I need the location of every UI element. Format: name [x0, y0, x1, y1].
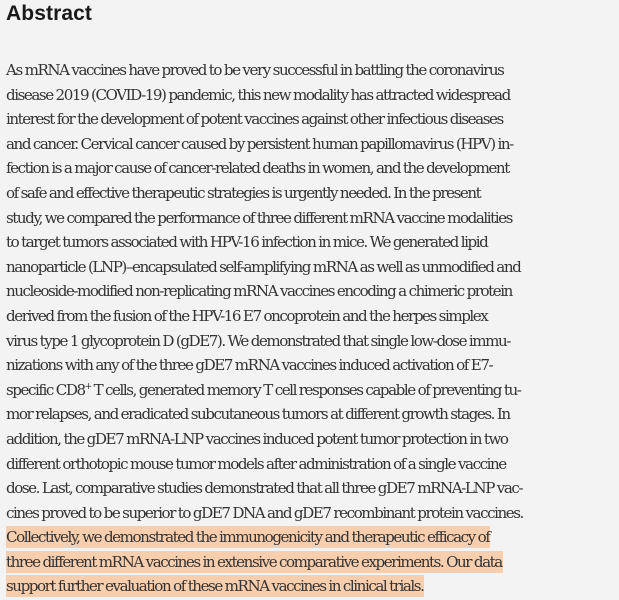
abstract-line: As mRNA vaccines have proved to be very successful in battling the coronavirus: [6, 61, 504, 79]
abstract-line: derived from the fusion of the HPV-16 E7 oncoprotein and the herpes simplex: [6, 306, 488, 325]
abstract-body: [6, 58, 618, 599]
abstract-line: dose. Last, comparative studies demonstrated that all three gDE7 mRNA-LNP vac-: [6, 479, 523, 498]
highlighted-text[interactable]: support further evaluation of these mRNA vaccines in clinical trials.: [6, 577, 424, 596]
highlighted-line[interactable]: [6, 525, 618, 550]
highlighted-line[interactable]: [6, 550, 618, 575]
abstract-line: nizations with any of the three gDE7 mRNA vaccines induced activation of E7-: [6, 356, 493, 375]
abstract-line: addition, the gDE7 mRNA-LNP vaccines induced potent tumor protection in two: [6, 429, 508, 448]
abstract-line: virus type 1 glycoprotein D (gDE7). We demonstrated that single low-dose immu-: [6, 331, 510, 350]
cd8-text: specific CD8: [6, 380, 85, 399]
cd8-text-rest: T cells, generated memory T cell responses capable of preventing tu-: [90, 380, 521, 399]
abstract-heading: Abstract: [6, 2, 92, 25]
abstract-line: interest for the development of potent vaccines against other infectious diseases: [6, 110, 503, 129]
abstract-line: mor relapses, and eradicated subcutaneous tumors at different growth stages. In: [6, 405, 510, 424]
abstract-line: disease 2019 (COVID-19) pandemic, this new modality has attracted widespread: [6, 85, 510, 104]
highlighted-text[interactable]: Collectively, we demonstrated the immunogenicity and therapeutic efficacy of: [6, 528, 490, 547]
abstract-line: cines proved to be superior to gDE7 DNA and gDE7 recombinant protein vaccines.: [6, 503, 523, 522]
abstract-line: nanoparticle (LNP)–encapsulated self-amplifying mRNA as well as unmodified and: [6, 257, 521, 276]
abstract-line: of safe and effective therapeutic strategies is urgently needed. In the present: [6, 183, 481, 202]
abstract-line: nucleoside-modified non-replicating mRNA vaccines encoding a chimeric protein: [6, 282, 512, 301]
abstract-line: fection is a major cause of cancer-related deaths in women, and the development: [6, 159, 509, 178]
cd8-superscript: +: [84, 381, 91, 392]
abstract-line: study, we compared the performance of three different mRNA vaccine modalities: [6, 208, 512, 227]
abstract-line: different orthotopic mouse tumor models after administration of a single vaccine: [6, 454, 506, 473]
abstract-line: and cancer. Cervical cancer caused by persistent human papillomavirus (HPV) in-: [6, 134, 513, 153]
highlighted-line[interactable]: [6, 574, 618, 599]
highlighted-text[interactable]: three different mRNA vaccines in extensive comparative experiments. Our data: [6, 552, 502, 571]
abstract-line-cd8: [6, 378, 618, 403]
abstract-line: to target tumors associated with HPV-16 infection in mice. We generated lipid: [6, 233, 488, 252]
